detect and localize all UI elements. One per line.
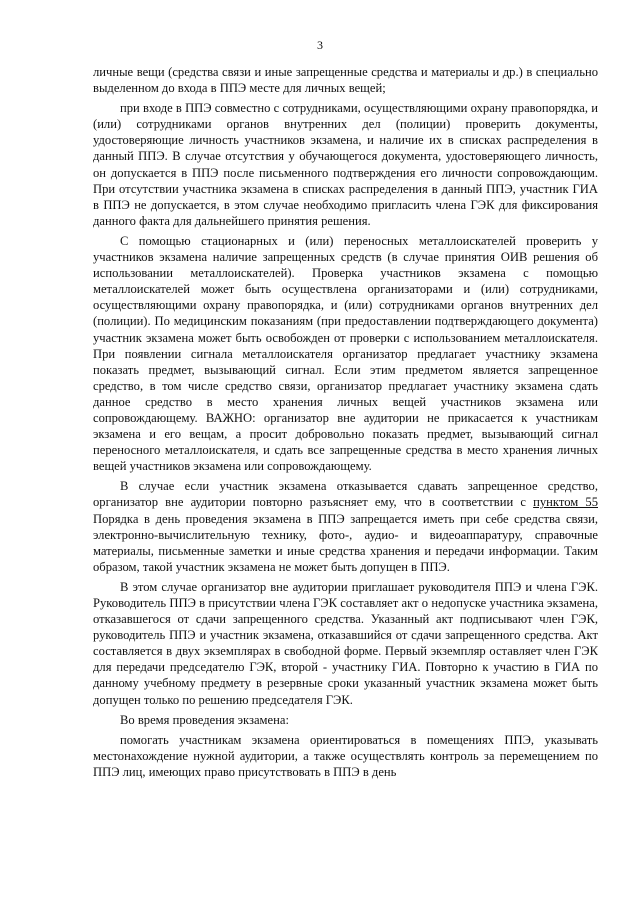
page-number: 3: [317, 38, 323, 52]
paragraph-metal-detectors: С помощью стационарных и (или) переносных металлоискателей проверить у участников экзамена наличие запрещенных средств (в случае принятия ОИВ решения об использовании металлоискателей). Проверка участников экзамена с помощью металлоискателей может быть осуществлена организаторами и (или) сотрудниками, осуществляющими охрану правопорядка, и (или) сотрудниками органов внутренних дел (полиции). По медицинским показаниям (при предоставлении подтверждающего документа) участник экзамена может быть освобожден от проверки с использованием металлоискателя. При появлении сигнала металлоискателя организатор предлагает участнику экзамена показать предмет, вызывающий сигнал. Если этим предметом является запрещенное средство, в том числе средство связи, организатор предлагает участнику экзамена сдать данное средство в место хранения личных вещей участников экзамена или сопровождающему. ВАЖНО: организатор вне аудитории не прикасается к участникам экзамена и его вещам, а просит добровольно показать предмет, вызывающий сигнал переносного металлоискателя, и сдать все запрещенные средства в место хранения личных вещей участников экзамена или сопровождающему.: [93, 233, 598, 474]
paragraph-refusal-start: В случае если участник экзамена отказывается сдавать запрещенное средство, организатор вне аудитории повторно разъясняет ему, что в соответствии с: [93, 479, 598, 510]
paragraph-refusal: [93, 478, 598, 575]
paragraph-assist-participants: помогать участникам экзамена ориентироваться в помещениях ППЭ, указывать местонахождение нужной аудитории, а также осуществлять контроль за перемещением по ППЭ лиц, имеющих право присутствовать в ППЭ в день: [93, 732, 598, 779]
paragraph-non-admission-act: В этом случае организатор вне аудитории приглашает руководителя ППЭ и члена ГЭК. Руководитель ППЭ в присутствии члена ГЭК составляет акт о недопуске участника экзамена, отказавшегося от сдачи запрещенного средства. Указанный акт подписывают член ГЭК, руководитель ППЭ и участник экзамена, отказавшийся от сдачи запрещенного средства. Акт составляется в двух экземплярах в свободной форме. Первый экземпляр оставляет член ГЭК для передачи председателю ГЭК, второй - участнику ГИА. Повторно к участию в ГИА по данному учебному предмету в резервные сроки указанный участник экзамена может быть допущен только по решению председателя ГЭК.: [93, 579, 598, 707]
document-body: [93, 64, 598, 780]
paragraph-refusal-end: Порядка в день проведения экзамена в ППЭ запрещается иметь при себе средства связи, электронно-вычислительную технику, фото-, аудио- и видеоаппаратуру, справочные материалы, письменные заметки и иные средства хранения и передачи информации. Таким образом, такой участник экзамена не может быть допущен в ППЭ.: [93, 511, 598, 574]
paragraph-entry-check: при входе в ППЭ совместно с сотрудниками, осуществляющими охрану правопорядка, и (или) сотрудниками органов внутренних дел (полиции) проверить документы, удостоверяющие личность участников экзамена, и наличие их в списках распределения в данный ППЭ. В случае отсутствия у обучающегося документа, удостоверяющего личность, он допускается в ППЭ после письменного подтверждения его личности сопровождающим. При отсутствии участника экзамена в списках распределения в данный ППЭ, участник ГИА в ППЭ не допускается, в этом случае необходимо пригласить члена ГЭК для фиксирования данного факта для дальнейшего принятия решения.: [93, 101, 598, 228]
paragraph-personal-items: личные вещи (средства связи и иные запрещенные средства и материалы и др.) в специально выделенном до входа в ППЭ месте для личных вещей;: [93, 65, 598, 96]
clause-55-link[interactable]: пунктом 55: [533, 495, 598, 510]
paragraph-during-exam: Во время проведения экзамена:: [120, 712, 289, 727]
